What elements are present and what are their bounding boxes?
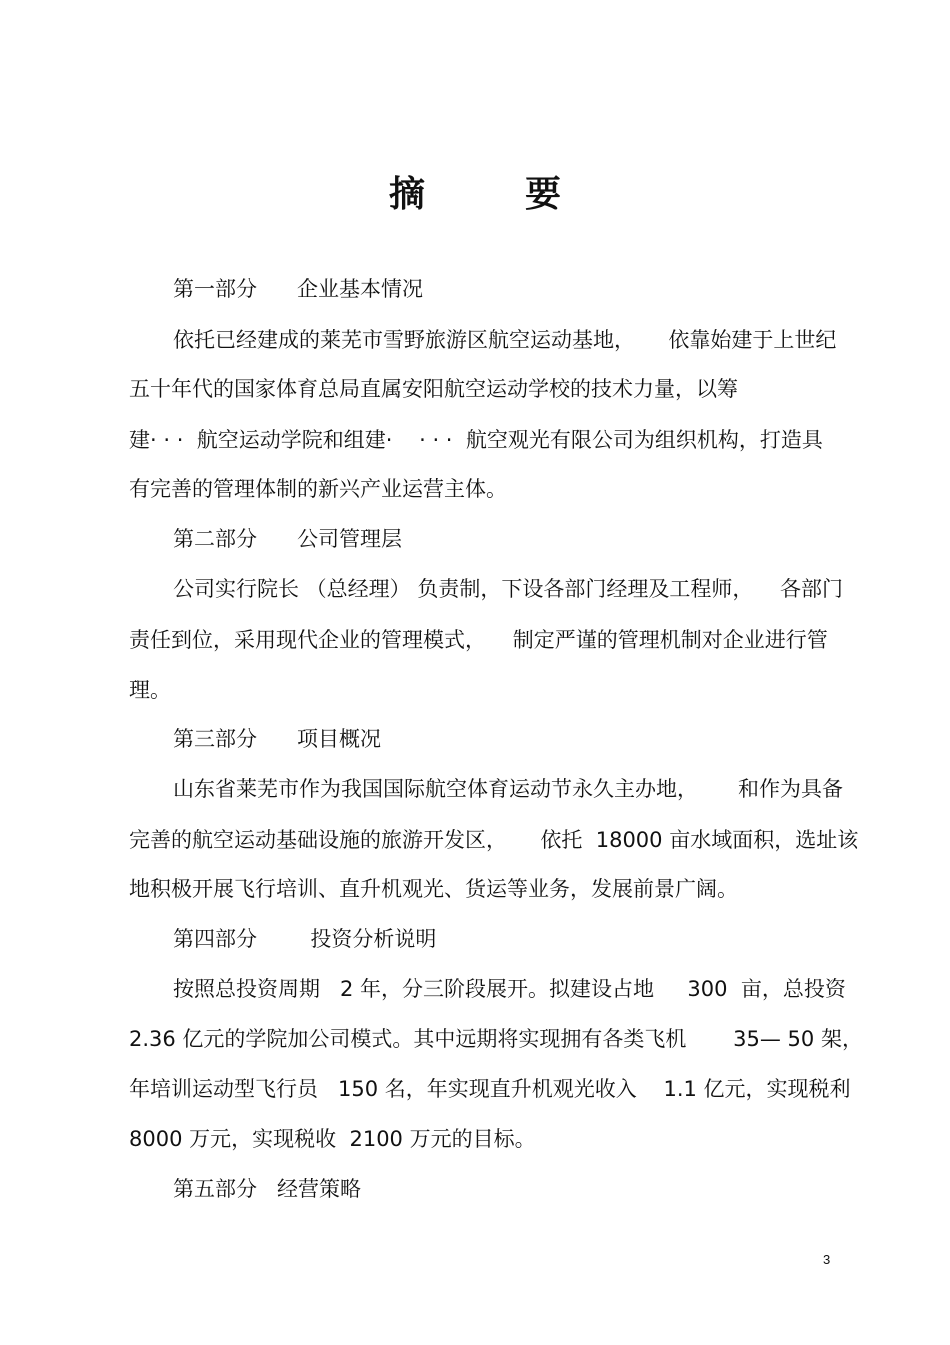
paragraph-line: 五十年代的国家体育总局直属安阳航空运动学校的技术力量，以筹	[129, 377, 738, 401]
section-heading-5: 第五部分 经营策略	[173, 1177, 362, 1201]
page-number: 3	[823, 1252, 831, 1267]
title-char-2: 要	[525, 173, 562, 215]
paragraph-line: 公司实行院长 （总经理） 负责制，下设各部门经理及工程师， 各部门	[173, 577, 844, 601]
section-heading-2: 第二部分 公司管理层	[173, 527, 403, 551]
paragraph-line: 责任到位，采用现代企业的管理模式， 制定严谨的管理机制对企业进行管	[129, 628, 828, 652]
paragraph-line: 山东省莱芜市作为我国国际航空体育运动节永久主办地， 和作为具备	[173, 777, 844, 801]
paragraph-line: 建· · · 航空运动学院和组建· · · · 航空观光有限公司为组织机构，打造具	[129, 428, 823, 452]
paragraph-line: 理。	[129, 678, 171, 702]
paragraph-line: 完善的航空运动基础设施的旅游开发区， 依托 18000 亩水域面积，选址该	[129, 828, 859, 852]
section-heading-1: 第一部分 企业基本情况	[173, 277, 424, 301]
paragraph-line: 8000 万元，实现税收 2100 万元的目标。	[129, 1127, 536, 1151]
section-heading-4: 第四部分 投资分析说明	[173, 927, 437, 951]
paragraph-line: 年培训运动型飞行员 150 名，年实现直升机观光收入 1.1 亿元，实现税利	[129, 1077, 851, 1101]
section-heading-3: 第三部分 项目概况	[173, 727, 382, 751]
paragraph-line: 有完善的管理体制的新兴产业运营主体。	[129, 477, 507, 501]
paragraph-line: 按照总投资周期 2 年，分三阶段展开。拟建设占地 300 亩，总投资	[173, 977, 846, 1001]
title-char-1: 摘	[388, 173, 425, 215]
paragraph-line: 依托已经建成的莱芜市雪野旅游区航空运动基地， 依靠始建于上世纪	[173, 328, 837, 352]
paragraph-line: 2.36 亿元的学院加公司模式。其中远期将实现拥有各类飞机 35— 50 架，	[129, 1027, 863, 1051]
paragraph-line: 地积极开展飞行培训、直升机观光、货运等业务，发展前景广阔。	[129, 877, 738, 901]
page-title	[0, 166, 950, 217]
